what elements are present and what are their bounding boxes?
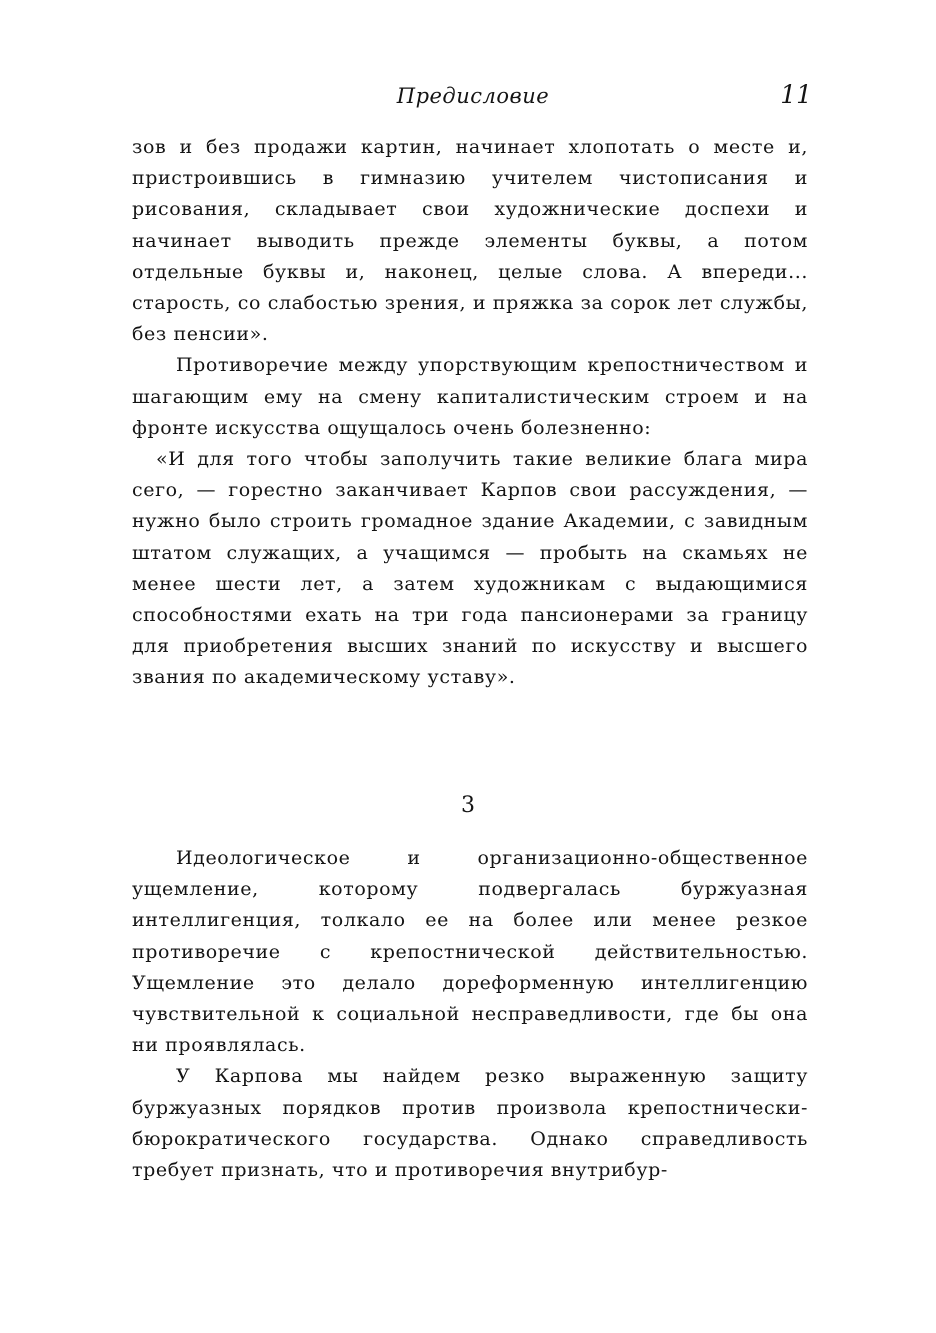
- paragraph-karpov: У Карпова мы найдем резко выраженную защиту буржуазных порядков против произвола крепостнически-бюрократического государства. Однако справедливость требует признать, что и противоречия внутрибур-: [132, 1065, 808, 1182]
- section-number: 3: [461, 793, 475, 818]
- page-number: 11: [780, 80, 812, 109]
- running-head: [130, 80, 816, 114]
- text-block-top: [132, 132, 808, 694]
- running-title: Предисловие: [396, 84, 550, 108]
- continued-paragraph: зов и без продажи картин, начинает хлопотать о месте и, пристроившись в гимназию учителем чистописания и рисования, складывает свои художнические доспехи и начинает выводить прежде элементы буквы, а потом отдельные буквы и, наконец, целые слова. А впереди... старость, со слабостью зрения, и пряжка за сорок лет службы, без пенсии».: [132, 136, 808, 346]
- quote-paragraph: «И для того чтобы заполучить такие великие блага мира сего, — горестно заканчивает Карпов свои рассуждения, — нужно было строить громадное здание Академии, с завидным штатом служащих, а учащимся — пробыть на скамьях не менее шести лет, а затем художникам с выдающимися способностями ехать на три года пансионерами за границу для приобретения высших знаний по искусству и высшего звания по академическому уставу».: [132, 448, 808, 689]
- paragraph-contradiction: Противоречие между упорствующим крепостничеством и шагающим ему на смену капиталистическим строем и на фронте искусства ощущалось очень болезненно:: [132, 354, 808, 439]
- paragraph-ideological: Идеологическое и организационно-общественное ущемление, которому подвергалась буржуазная интеллигенция, толкало ее на более или менее резкое противоречие с крепостнической действительностью. Ущемление это делало дореформенную интеллигенцию чувствительной к социальной несправедливости, где бы она ни проявлялась.: [132, 847, 808, 1057]
- text-block-bottom: [132, 843, 808, 1186]
